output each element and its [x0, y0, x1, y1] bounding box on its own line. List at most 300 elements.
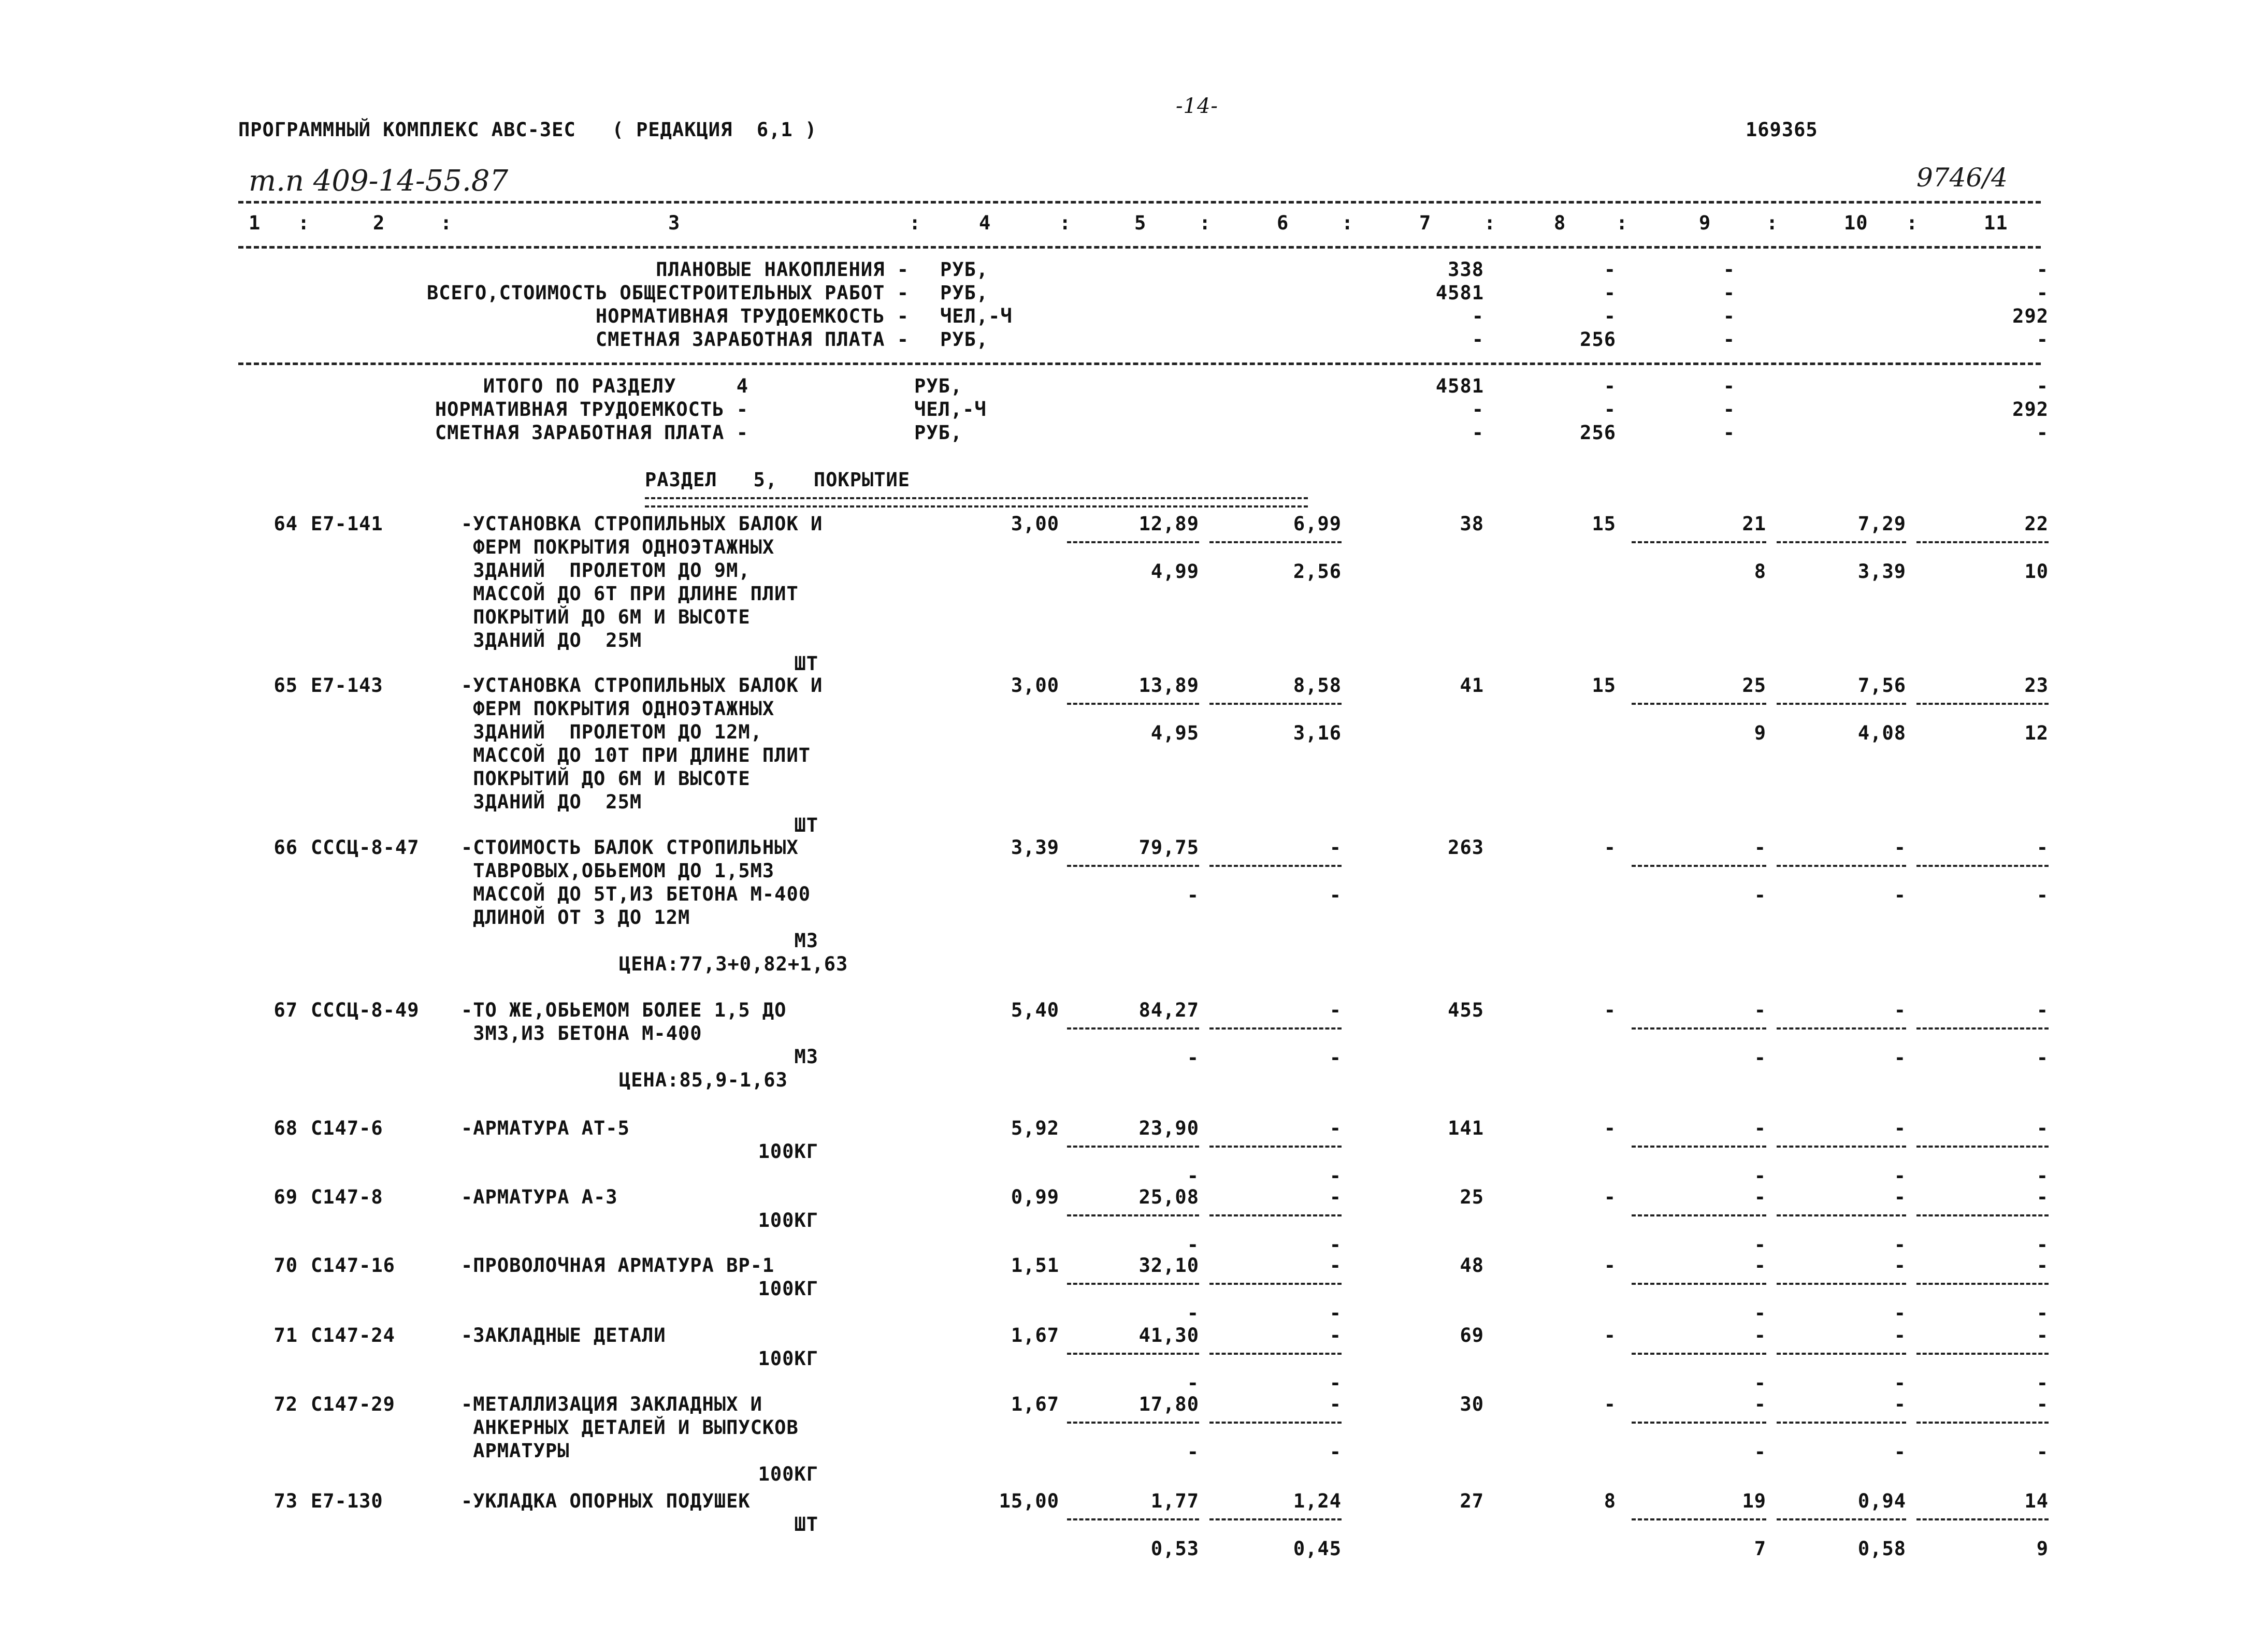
column-separator: :: [1766, 212, 1779, 234]
item-unit: М3: [794, 1046, 818, 1068]
item-col6: -: [1329, 836, 1342, 859]
item-col5: 41,30: [1138, 1324, 1199, 1346]
item-col7: 263: [1448, 836, 1484, 859]
item-col11-wages: -: [2036, 1302, 2049, 1324]
summary-col9: -: [1723, 398, 1735, 421]
item-description-line: ФЕРМ ПОКРЫТИЯ ОДНОЭТАЖНЫХ: [461, 536, 775, 558]
item-col5-wages: -: [1187, 884, 1199, 906]
summary-unit: РУБ,: [940, 258, 989, 281]
item-col10: 7,29: [1857, 513, 1906, 535]
item-col11: -: [2036, 999, 2049, 1021]
summary-label: СМЕТНАЯ ЗАРАБОТНАЯ ПЛАТА -: [595, 328, 909, 351]
item-code: С147-16: [311, 1254, 395, 1277]
split-rule-col9: [1632, 1353, 1766, 1355]
split-rule-col6: [1209, 1214, 1342, 1216]
item-unit: 100КГ: [758, 1463, 818, 1485]
item-col4-quantity: 3,00: [1011, 513, 1059, 535]
item-description-line: ЗДАНИЙ ДО 25М: [461, 791, 642, 813]
item-col4-quantity: 1,51: [1011, 1254, 1059, 1277]
item-col6-wages: -: [1329, 1372, 1342, 1394]
item-col4-quantity: 5,92: [1011, 1117, 1059, 1139]
item-col6-wages: -: [1329, 1441, 1342, 1463]
column-header-9: 9: [1699, 212, 1711, 234]
item-number: 71: [273, 1324, 298, 1346]
split-rule-col5: [1067, 1027, 1199, 1030]
split-rule-col10: [1777, 1353, 1906, 1355]
item-number: 67: [273, 999, 298, 1021]
summary-col9: -: [1723, 282, 1735, 304]
split-rule-col6: [1209, 1027, 1342, 1030]
item-col5: 25,08: [1138, 1186, 1199, 1208]
item-col5-wages: -: [1187, 1047, 1199, 1069]
split-rule-col5: [1067, 1146, 1199, 1148]
summary-col9: -: [1723, 305, 1735, 327]
item-col6: -: [1329, 999, 1342, 1021]
item-col8: 8: [1604, 1490, 1616, 1512]
split-rule-col5: [1067, 703, 1199, 705]
item-col5-wages: -: [1187, 1234, 1199, 1256]
summary-unit: ЧЕЛ,-Ч: [940, 305, 1013, 327]
split-rule-col6: [1209, 541, 1342, 543]
split-rule-col11: [1916, 541, 2049, 543]
item-col8: -: [1604, 1393, 1616, 1415]
item-col7: 455: [1448, 999, 1484, 1021]
item-col10: -: [1894, 1254, 1906, 1277]
item-col9-wages: -: [1754, 1302, 1766, 1324]
item-col4-quantity: 1,67: [1011, 1393, 1059, 1415]
item-col5: 1,77: [1150, 1490, 1199, 1512]
item-col6-wages: 2,56: [1293, 560, 1342, 583]
summary-col7: 4581: [1435, 282, 1484, 304]
summary-col8: -: [1604, 375, 1616, 397]
split-rule-col11: [1916, 1353, 2049, 1355]
summary-label: ИТОГО ПО РАЗДЕЛУ 4: [483, 375, 748, 397]
item-col9: -: [1754, 999, 1766, 1021]
item-description-line: ТАВРОВЫХ,ОБЬЕМОМ ДО 1,5М3: [461, 860, 775, 882]
item-col5-wages: 0,53: [1150, 1538, 1199, 1560]
item-col10: -: [1894, 999, 1906, 1021]
item-col10-wages: -: [1894, 1441, 1906, 1463]
item-col5-wages: 4,99: [1150, 560, 1199, 583]
item-unit: ШТ: [794, 1513, 818, 1535]
item-description-line: ПОКРЫТИЙ ДО 6М И ВЫСОТЕ: [461, 606, 751, 628]
section-title-underline: [645, 497, 1308, 508]
item-col7: 30: [1460, 1393, 1484, 1415]
summary-col9: -: [1723, 422, 1735, 444]
item-col6: -: [1329, 1324, 1342, 1346]
item-col8: -: [1604, 836, 1616, 859]
item-unit: 100КГ: [758, 1140, 818, 1163]
column-separator: :: [1059, 212, 1072, 234]
column-header-3: 3: [668, 212, 681, 234]
item-code: Е7-130: [311, 1490, 383, 1512]
item-col10: -: [1894, 1324, 1906, 1346]
split-rule-col11: [1916, 1518, 2049, 1520]
item-col8: -: [1604, 1254, 1616, 1277]
item-col10-wages: -: [1894, 1302, 1906, 1324]
summary-col11: -: [2036, 282, 2049, 304]
item-col7: 25: [1460, 1186, 1484, 1208]
item-unit: 100КГ: [758, 1347, 818, 1370]
item-col6: -: [1329, 1186, 1342, 1208]
summary-col8: 256: [1580, 328, 1616, 351]
item-col10-wages: -: [1894, 884, 1906, 906]
split-rule-col9: [1632, 1027, 1766, 1030]
item-description-line: ПОКРЫТИЙ ДО 6М И ВЫСОТЕ: [461, 767, 751, 790]
split-rule-col5: [1067, 1422, 1199, 1424]
header-rule-top: [238, 201, 2041, 204]
item-number: 66: [273, 836, 298, 859]
item-col9-wages: -: [1754, 1441, 1766, 1463]
split-rule-col11: [1916, 1422, 2049, 1424]
split-rule-col10: [1777, 1518, 1906, 1520]
summary-separator: [238, 363, 2041, 365]
summary-col8: 256: [1580, 422, 1616, 444]
item-col6-wages: -: [1329, 884, 1342, 906]
program-header: ПРОГРАММНЫЙ КОМПЛЕКС АВС-ЗЕС ( РЕДАКЦИЯ 6,1 ): [238, 119, 817, 141]
item-col4-quantity: 5,40: [1011, 999, 1059, 1021]
item-col5: 23,90: [1138, 1117, 1199, 1139]
item-col5: 13,89: [1138, 674, 1199, 697]
item-col9: -: [1754, 1324, 1766, 1346]
item-description-line: ЗДАНИЙ ПРОЛЕТОМ ДО 9М,: [461, 559, 751, 582]
summary-label: СМЕТНАЯ ЗАРАБОТНАЯ ПЛАТА -: [435, 422, 748, 444]
item-col11: -: [2036, 1393, 2049, 1415]
column-separator: :: [440, 212, 453, 234]
item-description-line: -УСТАНОВКА СТРОПИЛЬНЫХ БАЛОК И: [461, 513, 823, 535]
split-rule-col10: [1777, 1422, 1906, 1424]
summary-col7: 338: [1448, 258, 1484, 281]
split-rule-col9: [1632, 1518, 1766, 1520]
item-col7: 27: [1460, 1490, 1484, 1512]
item-description-line: -ЗАКЛАДНЫЕ ДЕТАЛИ: [461, 1324, 666, 1346]
column-header-5: 5: [1134, 212, 1147, 234]
item-col7: 141: [1448, 1117, 1484, 1139]
item-description-line: ДЛИНОЙ ОТ 3 ДО 12М: [461, 906, 690, 929]
item-number: 72: [273, 1393, 298, 1415]
item-col4-quantity: 0,99: [1011, 1186, 1059, 1208]
summary-col11: -: [2036, 258, 2049, 281]
page-number: -14-: [1176, 94, 1218, 118]
document-code: 169365: [1746, 119, 1818, 141]
item-price-formula: ЦЕНА:85,9-1,63: [619, 1069, 788, 1091]
item-col11-wages: -: [2036, 1047, 2049, 1069]
summary-unit: РУБ,: [940, 282, 989, 304]
item-col9: -: [1754, 1254, 1766, 1277]
item-col10: 7,56: [1857, 674, 1906, 697]
item-col5-wages: -: [1187, 1441, 1199, 1463]
item-description-line: -СТОИМОСТЬ БАЛОК СТРОПИЛЬНЫХ: [461, 836, 799, 859]
item-col11: 14: [2024, 1490, 2049, 1512]
item-number: 64: [273, 513, 298, 535]
item-col9-wages: 8: [1754, 560, 1766, 583]
item-col6: 1,24: [1293, 1490, 1342, 1512]
column-header-8: 8: [1554, 212, 1566, 234]
item-col7: 48: [1460, 1254, 1484, 1277]
item-col5: 32,10: [1138, 1254, 1199, 1277]
column-header-7: 7: [1419, 212, 1432, 234]
summary-unit: РУБ,: [914, 422, 963, 444]
item-col11-wages: 12: [2024, 722, 2049, 744]
column-header-2: 2: [373, 212, 385, 234]
item-col10-wages: -: [1894, 1047, 1906, 1069]
column-separator: :: [1342, 212, 1354, 234]
item-description-line: -АРМАТУРА АТ-5: [461, 1117, 630, 1139]
item-number: 68: [273, 1117, 298, 1139]
split-rule-col9: [1632, 1214, 1766, 1216]
item-col9-wages: 9: [1754, 722, 1766, 744]
item-col9-wages: -: [1754, 1234, 1766, 1256]
item-description-line: АРМАТУРЫ: [461, 1440, 570, 1462]
item-description-line: ЗДАНИЙ ПРОЛЕТОМ ДО 12М,: [461, 721, 762, 743]
item-col10: -: [1894, 1393, 1906, 1415]
column-separator: :: [1484, 212, 1496, 234]
split-rule-col9: [1632, 1422, 1766, 1424]
item-col8: 15: [1592, 674, 1616, 697]
item-col6: -: [1329, 1393, 1342, 1415]
item-description-line: -УСТАНОВКА СТРОПИЛЬНЫХ БАЛОК И: [461, 674, 823, 697]
item-col11-wages: 9: [2036, 1538, 2049, 1560]
item-col6: 8,58: [1293, 674, 1342, 697]
item-col9-wages: -: [1754, 1372, 1766, 1394]
split-rule-col10: [1777, 865, 1906, 867]
summary-unit: РУБ,: [940, 328, 989, 351]
summary-col9: -: [1723, 258, 1735, 281]
item-col9: -: [1754, 1117, 1766, 1139]
item-col6-wages: -: [1329, 1165, 1342, 1187]
item-col10-wages: 3,39: [1857, 560, 1906, 583]
item-col9: 19: [1742, 1490, 1766, 1512]
item-col9-wages: 7: [1754, 1538, 1766, 1560]
split-rule-col10: [1777, 1214, 1906, 1216]
column-separator: :: [1616, 212, 1628, 234]
item-col11: -: [2036, 1254, 2049, 1277]
split-rule-col5: [1067, 1283, 1199, 1285]
item-col9-wages: -: [1754, 1165, 1766, 1187]
item-unit: 100КГ: [758, 1209, 818, 1231]
split-rule-col11: [1916, 1146, 2049, 1148]
item-col5-wages: -: [1187, 1165, 1199, 1187]
item-description-line: -ТО ЖЕ,ОБЬЕМОМ БОЛЕЕ 1,5 ДО: [461, 999, 787, 1021]
item-description-line: -ПРОВОЛОЧНАЯ АРМАТУРА ВР-1: [461, 1254, 775, 1277]
item-code: СССЦ-8-47: [311, 836, 420, 859]
column-header-6: 6: [1277, 212, 1289, 234]
summary-col11: -: [2036, 375, 2049, 397]
split-rule-col6: [1209, 865, 1342, 867]
column-header-1: 1: [249, 212, 261, 234]
summary-unit: РУБ,: [914, 375, 963, 397]
summary-col11: -: [2036, 422, 2049, 444]
item-col6-wages: -: [1329, 1302, 1342, 1324]
item-col9-wages: -: [1754, 884, 1766, 906]
item-col5: 84,27: [1138, 999, 1199, 1021]
item-col11-wages: 10: [2024, 560, 2049, 583]
summary-label: НОРМАТИВНАЯ ТРУДОЕМКОСТЬ -: [435, 398, 748, 421]
split-rule-col6: [1209, 1422, 1342, 1424]
item-col11-wages: -: [2036, 1441, 2049, 1463]
item-col7: 69: [1460, 1324, 1484, 1346]
split-rule-col9: [1632, 703, 1766, 705]
item-code: С147-24: [311, 1324, 395, 1346]
item-unit: М3: [794, 930, 818, 952]
item-unit: ШТ: [794, 814, 818, 836]
summary-col11: 292: [2012, 305, 2049, 327]
item-col4-quantity: 3,00: [1011, 674, 1059, 697]
item-col8: -: [1604, 1324, 1616, 1346]
column-separator: :: [1906, 212, 1919, 234]
item-unit: 100КГ: [758, 1278, 818, 1300]
summary-col8: -: [1604, 258, 1616, 281]
split-rule-col11: [1916, 1283, 2049, 1285]
item-col10-wages: -: [1894, 1165, 1906, 1187]
split-rule-col5: [1067, 1214, 1199, 1216]
summary-label: НОРМАТИВНАЯ ТРУДОЕМКОСТЬ -: [595, 305, 909, 327]
item-col11-wages: -: [2036, 884, 2049, 906]
item-col10: -: [1894, 836, 1906, 859]
item-description-line: МАССОЙ ДО 5Т,ИЗ БЕТОНА М-400: [461, 883, 811, 905]
item-col6-wages: -: [1329, 1047, 1342, 1069]
item-col10-wages: -: [1894, 1234, 1906, 1256]
split-rule-col10: [1777, 1283, 1906, 1285]
item-code: С147-29: [311, 1393, 395, 1415]
item-col8: -: [1604, 1186, 1616, 1208]
item-code: С147-8: [311, 1186, 383, 1208]
item-col11-wages: -: [2036, 1165, 2049, 1187]
item-unit: ШТ: [794, 653, 818, 675]
item-col6: -: [1329, 1254, 1342, 1277]
item-code: С147-6: [311, 1117, 383, 1139]
split-rule-col5: [1067, 1518, 1199, 1520]
summary-col9: -: [1723, 375, 1735, 397]
column-header-11: 11: [1984, 212, 2008, 234]
column-separator: :: [1199, 212, 1212, 234]
item-col5: 17,80: [1138, 1393, 1199, 1415]
section-title: РАЗДЕЛ 5, ПОКРЫТИЕ: [645, 469, 911, 491]
summary-col8: -: [1604, 305, 1616, 327]
item-description-line: ФЕРМ ПОКРЫТИЯ ОДНОЭТАЖНЫХ: [461, 698, 775, 720]
split-rule-col10: [1777, 541, 1906, 543]
split-rule-col11: [1916, 1214, 2049, 1216]
item-description-line: АНКЕРНЫХ ДЕТАЛЕЙ И ВЫПУСКОВ: [461, 1416, 799, 1439]
split-rule-col6: [1209, 1146, 1342, 1148]
split-rule-col5: [1067, 541, 1199, 543]
item-col9: -: [1754, 1186, 1766, 1208]
item-col10: -: [1894, 1186, 1906, 1208]
item-col6-wages: -: [1329, 1234, 1342, 1256]
item-col10-wages: 0,58: [1857, 1538, 1906, 1560]
split-rule-col10: [1777, 1146, 1906, 1148]
item-col5: 79,75: [1138, 836, 1199, 859]
item-code: СССЦ-8-49: [311, 999, 420, 1021]
split-rule-col9: [1632, 865, 1766, 867]
summary-col8: -: [1604, 398, 1616, 421]
summary-col7: -: [1472, 398, 1484, 421]
item-col6-wages: 0,45: [1293, 1538, 1342, 1560]
summary-label: ПЛАНОВЫЕ НАКОПЛЕНИЯ -: [656, 258, 909, 281]
item-col4-quantity: 3,39: [1011, 836, 1059, 859]
item-col10: -: [1894, 1117, 1906, 1139]
column-separator: :: [909, 212, 921, 234]
item-price-formula: ЦЕНА:77,3+0,82+1,63: [619, 953, 848, 975]
summary-unit: ЧЕЛ,-Ч: [914, 398, 987, 421]
column-header-10: 10: [1844, 212, 1868, 234]
item-description-line: МАССОЙ ДО 6Т ПРИ ДЛИНЕ ПЛИТ: [461, 583, 799, 605]
header-rule-bottom: [238, 246, 2041, 249]
handwritten-sheet-number: 9746/4: [1916, 163, 2008, 193]
item-col11: 23: [2024, 674, 2049, 697]
item-col9: -: [1754, 1393, 1766, 1415]
item-col6-wages: 3,16: [1293, 722, 1342, 744]
summary-col7: -: [1472, 328, 1484, 351]
split-rule-col9: [1632, 541, 1766, 543]
split-rule-col6: [1209, 1518, 1342, 1520]
summary-col7: -: [1472, 305, 1484, 327]
item-col9: -: [1754, 836, 1766, 859]
item-col4-quantity: 1,67: [1011, 1324, 1059, 1346]
item-col11: -: [2036, 1324, 2049, 1346]
item-col9: 21: [1742, 513, 1766, 535]
split-rule-col5: [1067, 865, 1199, 867]
summary-col8: -: [1604, 282, 1616, 304]
column-separator: :: [298, 212, 310, 234]
item-col11: -: [2036, 1186, 2049, 1208]
item-description-line: -АРМАТУРА А-3: [461, 1186, 618, 1208]
split-rule-col6: [1209, 1353, 1342, 1355]
item-number: 65: [273, 674, 298, 697]
item-col9: 25: [1742, 674, 1766, 697]
item-col10-wages: -: [1894, 1372, 1906, 1394]
item-code: Е7-143: [311, 674, 383, 697]
item-number: 70: [273, 1254, 298, 1277]
split-rule-col9: [1632, 1283, 1766, 1285]
summary-col7: -: [1472, 422, 1484, 444]
split-rule-col6: [1209, 1283, 1342, 1285]
item-col6: -: [1329, 1117, 1342, 1139]
summary-label: ВСЕГО,СТОИМОСТЬ ОБЩЕСТРОИТЕЛЬНЫХ РАБОТ -: [426, 282, 909, 304]
summary-col9: -: [1723, 328, 1735, 351]
summary-col11: -: [2036, 328, 2049, 351]
item-col5-wages: -: [1187, 1372, 1199, 1394]
column-header-4: 4: [979, 212, 991, 234]
split-rule-col10: [1777, 1027, 1906, 1030]
item-col11: -: [2036, 1117, 2049, 1139]
item-col5-wages: -: [1187, 1302, 1199, 1324]
summary-col11: 292: [2012, 398, 2049, 421]
split-rule-col11: [1916, 1027, 2049, 1030]
item-col4-quantity: 15,00: [999, 1490, 1059, 1512]
item-col5-wages: 4,95: [1150, 722, 1199, 744]
item-description-line: ЗДАНИЙ ДО 25М: [461, 629, 642, 651]
item-col7: 38: [1460, 513, 1484, 535]
item-description-line: -УКЛАДКА ОПОРНЫХ ПОДУШЕК: [461, 1490, 751, 1512]
item-col6: 6,99: [1293, 513, 1342, 535]
item-code: Е7-141: [311, 513, 383, 535]
item-number: 73: [273, 1490, 298, 1512]
item-col8: -: [1604, 999, 1616, 1021]
item-col8: 15: [1592, 513, 1616, 535]
item-col8: -: [1604, 1117, 1616, 1139]
split-rule-col5: [1067, 1353, 1199, 1355]
item-number: 69: [273, 1186, 298, 1208]
item-col5: 12,89: [1138, 513, 1199, 535]
handwritten-project-number: т.п 409-14-55.87: [249, 164, 509, 198]
summary-col7: 4581: [1435, 375, 1484, 397]
item-col7: 41: [1460, 674, 1484, 697]
split-rule-col9: [1632, 1146, 1766, 1148]
item-col11-wages: -: [2036, 1372, 2049, 1394]
item-col11: 22: [2024, 513, 2049, 535]
item-description-line: 3М3,ИЗ БЕТОНА М-400: [461, 1022, 702, 1045]
